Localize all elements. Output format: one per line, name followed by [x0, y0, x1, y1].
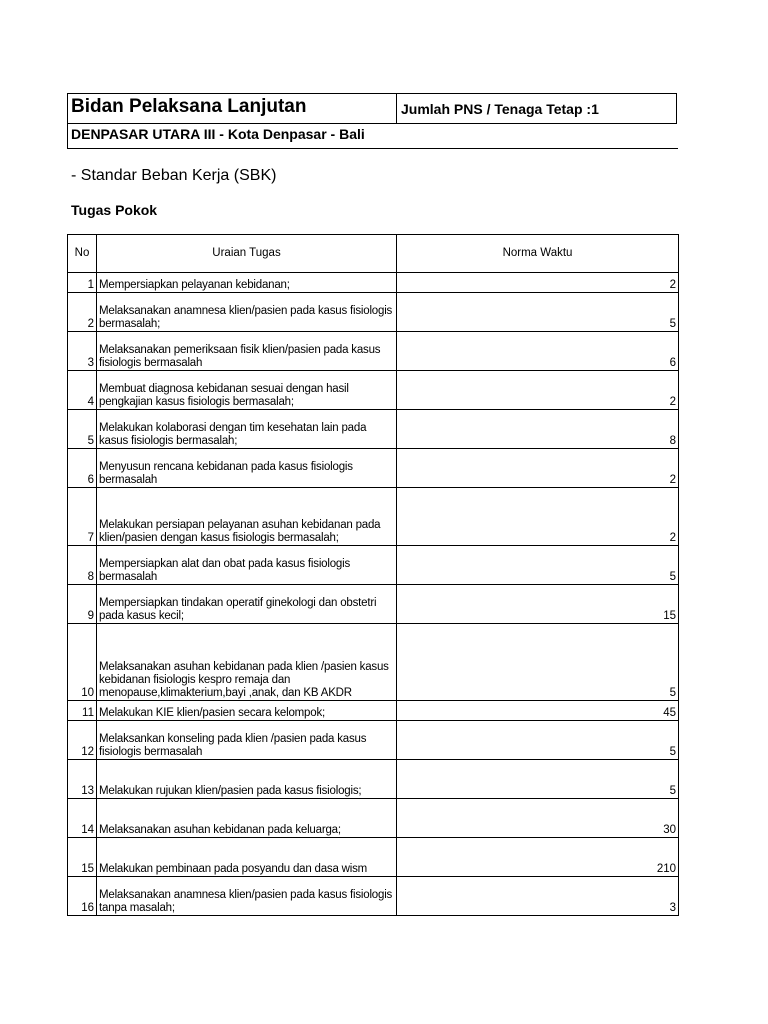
- row-norm: 8: [397, 410, 679, 449]
- row-no: 13: [68, 760, 97, 799]
- page-title: Bidan Pelaksana Lanjutan: [71, 96, 307, 117]
- row-no: 12: [68, 721, 97, 760]
- table-row: [68, 624, 679, 701]
- table-row: [68, 585, 679, 624]
- row-desc: Melakukan rujukan klien/pasien pada kasus fisiologis;: [97, 760, 397, 799]
- row-desc: Melaksankan konseling pada klien /pasien pada kasus fisiologis bermasalah: [97, 721, 397, 760]
- table-row: [68, 488, 679, 546]
- row-no: 2: [68, 293, 97, 332]
- row-norm: 6: [397, 332, 679, 371]
- row-norm: 210: [397, 838, 679, 877]
- row-norm: 2: [397, 488, 679, 546]
- column-header-norm: Norma Waktu: [397, 235, 679, 273]
- row-no: 6: [68, 449, 97, 488]
- row-norm: 2: [397, 371, 679, 410]
- table-row: [68, 701, 679, 721]
- row-norm: 5: [397, 546, 679, 585]
- table-header-row: [68, 235, 679, 273]
- row-norm: 5: [397, 760, 679, 799]
- row-no: 4: [68, 371, 97, 410]
- row-no: 1: [68, 273, 97, 293]
- row-desc: Melaksanakan anamnesa klien/pasien pada kasus fisiologis tanpa masalah;: [97, 877, 397, 916]
- row-no: 15: [68, 838, 97, 877]
- table-row: [68, 799, 679, 838]
- row-desc: Menyusun rencana kebidanan pada kasus fisiologis bermasalah: [97, 449, 397, 488]
- header-row-title: [67, 93, 677, 124]
- row-norm: 5: [397, 624, 679, 701]
- table-row: [68, 760, 679, 799]
- row-no: 14: [68, 799, 97, 838]
- row-no: 7: [68, 488, 97, 546]
- table-row: [68, 371, 679, 410]
- row-norm: 45: [397, 701, 679, 721]
- row-desc: Melakukan kolaborasi dengan tim kesehatan lain pada kasus fisiologis bermasalah;: [97, 410, 397, 449]
- subsection-title: Tugas Pokok: [71, 202, 158, 218]
- row-no: 10: [68, 624, 97, 701]
- row-desc: Melakukan pembinaan pada posyandu dan dasa wism: [97, 838, 397, 877]
- table-row: [68, 877, 679, 916]
- row-norm: 2: [397, 273, 679, 293]
- header-divider: [396, 94, 397, 123]
- row-norm: 5: [397, 293, 679, 332]
- row-desc: Mempersiapkan alat dan obat pada kasus fisiologis bermasalah: [97, 546, 397, 585]
- table-row: [68, 273, 679, 293]
- header-row-location: [67, 123, 678, 149]
- column-header-no: No: [68, 235, 97, 273]
- row-no: 16: [68, 877, 97, 916]
- section-title: - Standar Beban Kerja (SBK): [71, 167, 277, 184]
- row-no: 5: [68, 410, 97, 449]
- row-norm: 30: [397, 799, 679, 838]
- row-norm: 3: [397, 877, 679, 916]
- tasks-table: [67, 234, 679, 916]
- table-row: [68, 449, 679, 488]
- table-row: [68, 410, 679, 449]
- row-desc: Mempersiapkan tindakan operatif ginekologi dan obstetri pada kasus kecil;: [97, 585, 397, 624]
- row-desc: Melaksanakan pemeriksaan fisik klien/pasien pada kasus fisiologis bermasalah: [97, 332, 397, 371]
- table-row: [68, 546, 679, 585]
- row-desc: Melaksanakan asuhan kebidanan pada klien /pasien kasus kebidanan fisiologis kespro remaja dan menopause,klimakterium,bayi ,anak, dan KB AKDR: [97, 624, 397, 701]
- employee-count: Jumlah PNS / Tenaga Tetap :1: [401, 101, 599, 117]
- row-desc: Mempersiapkan pelayanan kebidanan;: [97, 273, 397, 293]
- row-desc: Melaksanakan anamnesa klien/pasien pada kasus fisiologis bermasalah;: [97, 293, 397, 332]
- row-norm: 5: [397, 721, 679, 760]
- row-desc: Membuat diagnosa kebidanan sesuai dengan hasil pengkajian kasus fisiologis bermasalah;: [97, 371, 397, 410]
- row-norm: 15: [397, 585, 679, 624]
- column-header-desc: Uraian Tugas: [97, 235, 397, 273]
- table-row: [68, 838, 679, 877]
- table-row: [68, 293, 679, 332]
- row-desc: Melakukan KIE klien/pasien secara kelompok;: [97, 701, 397, 721]
- row-no: 3: [68, 332, 97, 371]
- table-row: [68, 332, 679, 371]
- table-row: [68, 721, 679, 760]
- row-norm: 2: [397, 449, 679, 488]
- row-desc: Melakukan persiapan pelayanan asuhan kebidanan pada klien/pasien dengan kasus fisiologis bermasalah;: [97, 488, 397, 546]
- row-desc: Melaksanakan asuhan kebidanan pada keluarga;: [97, 799, 397, 838]
- row-no: 9: [68, 585, 97, 624]
- header-box: [67, 93, 677, 149]
- location-label: DENPASAR UTARA III - Kota Denpasar - Bali: [71, 126, 365, 142]
- row-no: 8: [68, 546, 97, 585]
- row-no: 11: [68, 701, 97, 721]
